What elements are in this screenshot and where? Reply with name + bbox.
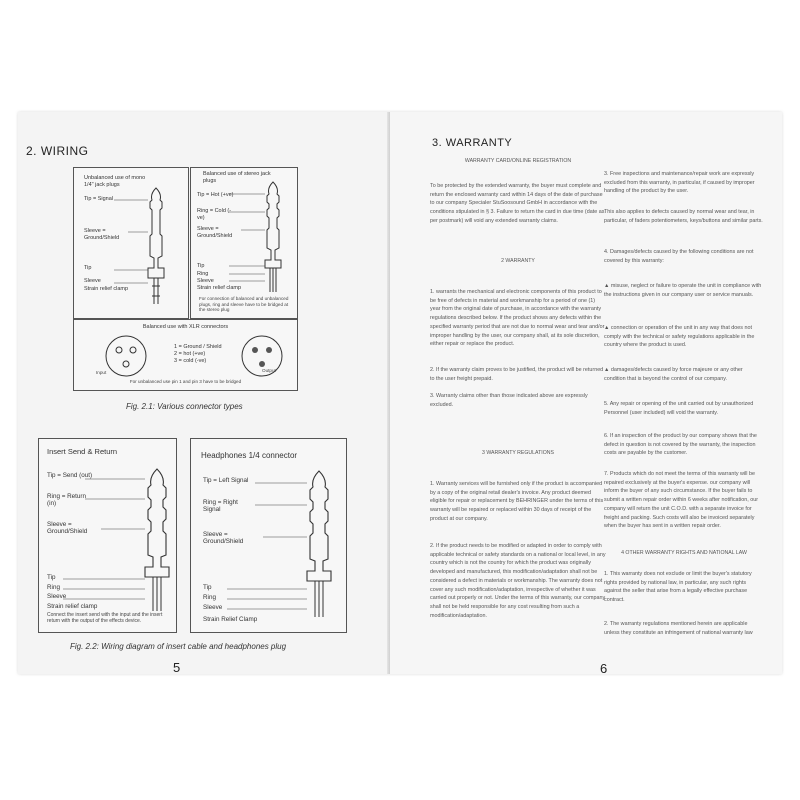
insert-tip-label: Tip = Send (out)	[47, 472, 93, 479]
insert-sleeve-lbl: Sleeve	[47, 593, 67, 600]
warranty-para-3: 3. Warranty claims other than those indicated above are expressly excluded.	[430, 393, 588, 408]
left-page	[18, 112, 390, 674]
insert-sleeve-label: Sleeve = Ground/Shield	[47, 521, 88, 535]
insert-ring-label: Ring = Return (in)	[47, 493, 87, 507]
xlr-box	[73, 319, 298, 391]
xlr-legend-2: 2 = hot (+ve)	[174, 351, 206, 357]
xlr-legend-3: 3 = cold (-ve)	[174, 358, 207, 364]
headphones-strain-lbl: Strain Relief Clamp	[203, 616, 258, 623]
xlr-legend-1: 1 = Ground / Shield	[174, 344, 222, 350]
xlr-input-label: Input	[96, 370, 107, 375]
rights-para-2: 2. The warranty regulations mentioned herein are applicable unless they constitute an infringement of national warranty law	[604, 621, 753, 636]
balanced-ring-label: Ring = Cold (-ve)	[197, 208, 232, 221]
insert-tip-lbl: Tip	[47, 574, 56, 581]
manual-spread	[18, 112, 782, 674]
headphones-sleeve-label: Sleeve = Ground/Shield	[203, 531, 244, 545]
registration-title: WARRANTY CARD/ONLINE REGISTRATION	[464, 158, 572, 164]
headphones-cable-box	[190, 438, 347, 633]
xlr-female-drawing	[104, 334, 150, 380]
page-number-5: 5	[173, 660, 181, 674]
headphones-leader-lines	[255, 479, 307, 619]
headphones-tip-label: Tip = Left Signal	[203, 477, 249, 484]
insert-ring-lbl: Ring	[47, 584, 60, 591]
balanced-note: For connection of balanced and unbalanced plugs, ring and sleeve have to be bridged at the stereo plug	[199, 296, 289, 313]
figure-2-1-caption: Fig. 2.1: Various connector types	[126, 402, 243, 411]
unbalanced-jack-box	[73, 167, 189, 319]
balanced-title: Balanced use of stereo jack plugs	[203, 171, 271, 184]
figure-2-2-caption: Fig. 2.2: Wiring diagram of insert cable and headphones plug	[70, 642, 287, 651]
xlr-title: Balanced use with XLR connectors	[142, 324, 229, 330]
wiring-heading: 2. WIRING	[26, 144, 89, 158]
warranty-clause-5: 5. Any repair or opening of the unit carried out by unauthorized Personnel (user included) will void the warranty.	[604, 401, 754, 416]
warranty-clause-3b: This also applies to defects caused by normal wear and tear, in particular, of faders potentiometers, keys/buttons and similar parts.	[604, 209, 763, 224]
warranty-regulations-title: 3 WARRANTY REGULATIONS	[482, 450, 554, 456]
warranty-clause-4: 4. Damages/defects caused by the following conditions are not covered by this warranty:	[604, 249, 754, 264]
warranty-clause-6: 6. If an inspection of the product by our company shows that the defect in question is not covered by the warranty, the inspection costs are payable by the customer.	[604, 433, 757, 457]
warranty-heading: 3. WARRANTY	[432, 137, 513, 149]
balanced-jack-box	[190, 167, 298, 319]
warranty-para-2: 2. If the warranty claim proves to be justified, the product will be returned to the user freight prepaid.	[430, 367, 604, 382]
headphones-ring-lbl: Ring	[203, 594, 216, 601]
warranty-para-1: 1. warrants the mechanical and electronic components of this product to be free of defects in material and workmanship for a period of one (1) year from the original date of purchase, in accordance with the warranty regulations described below. If the product shows any defects within the specified warranty period that are not due to normal wear and tear and/or improper handling by the user, our company shall, at its sole discretion, either repair or replace the product.	[430, 289, 605, 348]
xlr-note: For unbalanced use pin 1 and pin 3 have to be bridged	[129, 379, 242, 384]
bullet-1-text: misuse, neglect or failure to operate the unit in compliance with the instructions given in our company user or service manuals.	[604, 283, 762, 298]
unbalanced-strain-lbl: Strain relief clamp	[84, 286, 129, 292]
triangle-bullet-icon: ▲	[604, 367, 611, 373]
balanced-strain-lbl: Strain relief clamp	[197, 285, 242, 291]
xlr-output-label: Output	[262, 368, 276, 373]
insert-jack-plug-drawing	[141, 467, 175, 617]
unbalanced-sleeve-lbl: Sleeve	[84, 278, 101, 284]
balanced-tip-lbl: Tip	[197, 263, 205, 269]
insert-cable-box	[38, 438, 177, 633]
rights-para-1: 1. This warranty does not exclude or limit the buyer's statutory rights provided by national law, in particular, any such rights against the seller that arise from a legally effective purchase contract.	[604, 571, 752, 604]
headphones-tip-lbl: Tip	[203, 584, 212, 591]
right-page	[390, 112, 782, 674]
unbalanced-title: Unbalanced use of mono 1/4" jack plugs	[84, 175, 146, 188]
headphones-sleeve-lbl: Sleeve	[203, 604, 223, 611]
warranty-bullet-1	[604, 282, 764, 299]
balanced-sleeve-label: Sleeve = Ground/Shield	[197, 226, 233, 239]
bullet-2-text: connection or operation of the unit in any way that does not comply with the technical or safety regulations applicable in the country where the product is used.	[604, 325, 755, 349]
warranty-clause-7: 7. Products which do not meet the terms of this warranty will be repaired exclusively at the buyer's expense. our company will inform the buyer of any such circumstance. If the buyer fails to submit a written repair order within 6 weeks after notification, our company will return the unit C.O.D. with a separate invoice for freight and packing. Such costs will also be invoiced separately when the buyer has sent in a written repair order.	[604, 471, 759, 530]
balanced-sleeve-lbl: Sleeve	[197, 278, 214, 284]
balanced-tip-label: Tip = Hot (+ve)	[197, 192, 234, 198]
headphones-title: Headphones 1/4 connector	[201, 451, 298, 460]
headphones-ring-label: Ring = Right Signal	[203, 499, 238, 513]
warranty-section-title: 2 WARRANTY	[501, 258, 535, 264]
balanced-ring-lbl: Ring	[197, 271, 209, 277]
insert-title: Insert Send & Return	[47, 447, 118, 456]
triangle-bullet-icon: ▲	[604, 325, 611, 331]
insert-leader-lines	[85, 475, 145, 615]
insert-note: Connect the insert send with the input and the insert return with the output of the effects device.	[47, 612, 163, 624]
unbalanced-tip-lbl: Tip	[84, 265, 92, 271]
page-number-6: 6	[600, 661, 608, 674]
headphones-jack-plug-drawing	[303, 469, 337, 621]
warranty-bullet-2	[604, 324, 764, 350]
warranty-bullet-3	[604, 366, 764, 383]
warranty-clause-3: 3. Free inspections and maintenance/repair work are expressly excluded from this warranty, in particular, if caused by improper handling of the product by the user.	[604, 171, 755, 195]
regulations-para-2: 2. If the product needs to be modified or adapted in order to comply with applicable technical or safety standards on a national or local level, in any country which is not the country for which the product was originally developed and manufactured, this modification/adaptation shall not be considered a defect in materials or workmanship. The warranty does not cover any such modification/adaptation, irrespective of whether it was carried out properly or not. Under the terms of this warranty, our company shall not be held responsible for any cost resulting from such a modification/adaptation.	[430, 543, 606, 619]
other-rights-title: 4 OTHER WARRANTY RIGHTS AND NATIONAL LAW	[621, 550, 747, 556]
balanced-leader-lines	[229, 188, 269, 288]
unbalanced-leader-lines	[114, 188, 154, 298]
unbalanced-sleeve-label: Sleeve = Ground/Shield	[84, 228, 120, 241]
bullet-3-text: damages/defects caused by force majeure or any other condition that is beyond the control of our company.	[604, 367, 743, 382]
insert-strain-lbl: Strain relief clamp	[47, 603, 98, 610]
triangle-bullet-icon: ▲	[604, 283, 611, 289]
unbalanced-tip-label: Tip = Signal	[84, 196, 113, 202]
regulations-para-1: 1. Warranty services will be furnished only if the product is accompanied by a copy of the original retail dealer's invoice. Any product deemed eligible for repair or replacement by BEHRINGER under the terms of this warranty will be repaired or replaced within 30 days of receipt of the product at our company.	[430, 481, 604, 522]
registration-text: To be protected by the extended warranty, the buyer must complete and return the enclosed warranty card within 14 days of the date of purchase to our company Specialer StuSoosound GmbH in accordance with the conditions stipulated in § 3. Failure to return the card in due time (date as per postmark) will void any extended warranty claims.	[430, 183, 605, 224]
